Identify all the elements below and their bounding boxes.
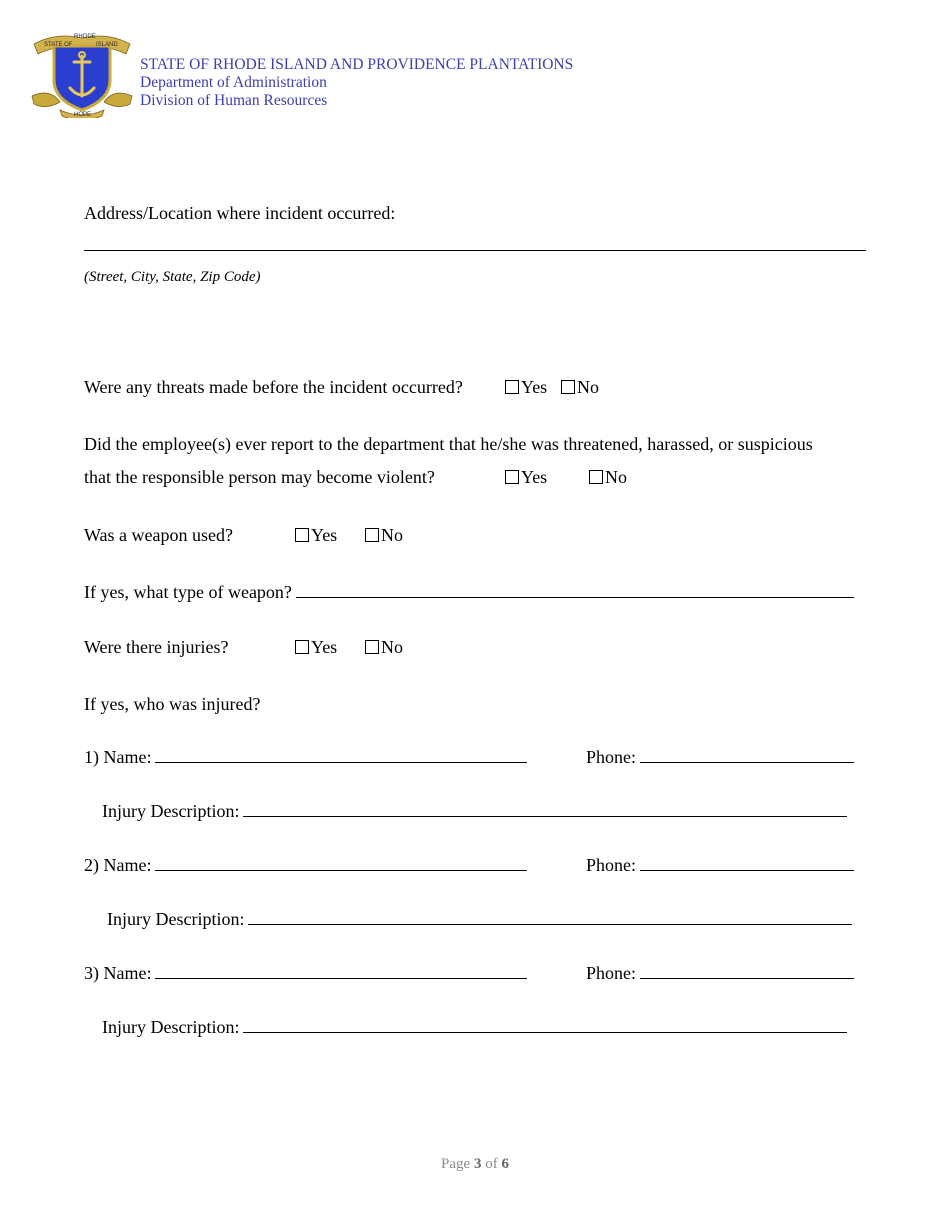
injured-1-phone-row — [586, 746, 854, 768]
injured-3-desc-input-line[interactable] — [243, 1016, 847, 1033]
weapon-yes-label: Yes — [311, 525, 338, 545]
footer-of-word: of — [485, 1156, 498, 1172]
state-seal-logo — [30, 30, 134, 118]
injured-3-desc-label: Injury Description: — [102, 1017, 240, 1037]
footer-total-pages: 6 — [501, 1156, 509, 1172]
address-label: Address/Location where incident occurred: — [84, 203, 396, 223]
injuries-yes-label: Yes — [311, 637, 338, 657]
injuries-no-label: No — [381, 637, 403, 657]
injured-3-phone-label: Phone: — [586, 963, 637, 983]
report-yes-label: Yes — [521, 467, 548, 487]
injured-2-name-input-line[interactable] — [155, 854, 527, 871]
weapon-type-label: If yes, what type of weapon? — [84, 582, 292, 602]
seal-motto: HOPE — [74, 112, 92, 118]
injured-1-phone-input-line[interactable] — [640, 746, 854, 763]
page-footer — [0, 1156, 950, 1173]
injured-3-phone-row — [586, 962, 854, 984]
injured-3-name-row — [84, 962, 527, 984]
checkbox-icon[interactable] — [295, 528, 309, 542]
header-division: Division of Human Resources — [140, 92, 328, 109]
header-state-name: STATE OF RHODE ISLAND AND PROVIDENCE PLANTATIONS — [140, 56, 574, 73]
injured-2-phone-row — [586, 854, 854, 876]
injured-1-desc-row — [102, 800, 847, 822]
threats-yes-option[interactable] — [505, 376, 547, 398]
weapon-type-row — [84, 581, 854, 603]
threats-yes-label: Yes — [521, 377, 548, 397]
injured-2-desc-input-line[interactable] — [248, 908, 852, 925]
weapon-no-option[interactable] — [365, 524, 403, 546]
checkbox-icon[interactable] — [589, 470, 603, 484]
injured-1-phone-label: Phone: — [586, 747, 637, 767]
checkbox-icon[interactable] — [365, 640, 379, 654]
checkbox-icon[interactable] — [365, 528, 379, 542]
injuries-no-option[interactable] — [365, 636, 403, 658]
footer-page-word: Page — [441, 1156, 471, 1172]
checkbox-icon[interactable] — [295, 640, 309, 654]
injuries-yes-option[interactable] — [295, 636, 337, 658]
report-question-line1: Did the employee(s) ever report to the department that he/she was threatened, harassed, or suspicious — [84, 434, 813, 454]
checkbox-icon[interactable] — [505, 470, 519, 484]
threats-question: Were any threats made before the incident occurred? — [84, 377, 463, 397]
injured-2-name-label: 2) Name: — [84, 855, 152, 875]
checkbox-icon[interactable] — [505, 380, 519, 394]
injured-1-name-input-line[interactable] — [155, 746, 527, 763]
injured-3-desc-row — [102, 1016, 847, 1038]
footer-current-page: 3 — [473, 1156, 482, 1172]
header-department: Department of Administration — [140, 74, 327, 91]
injured-1-desc-label: Injury Description: — [102, 801, 240, 821]
injured-2-phone-label: Phone: — [586, 855, 637, 875]
threats-no-label: No — [577, 377, 599, 397]
weapon-yes-option[interactable] — [295, 524, 337, 546]
address-input-line[interactable] — [84, 250, 866, 251]
injured-3-name-label: 3) Name: — [84, 963, 152, 983]
injured-2-desc-row — [107, 908, 852, 930]
report-question-line2: that the responsible person may become violent? — [84, 467, 435, 487]
injured-1-name-row — [84, 746, 527, 768]
seal-banner-top: RHODE — [74, 34, 96, 40]
injured-3-name-input-line[interactable] — [155, 962, 527, 979]
weapon-question: Was a weapon used? — [84, 525, 233, 545]
injured-who-label: If yes, who was injured? — [84, 694, 261, 714]
report-no-label: No — [605, 467, 627, 487]
address-hint: (Street, City, State, Zip Code) — [84, 269, 261, 285]
weapon-type-input-line[interactable] — [296, 581, 854, 598]
report-yes-option[interactable] — [505, 466, 547, 488]
injured-3-phone-input-line[interactable] — [640, 962, 854, 979]
injured-2-phone-input-line[interactable] — [640, 854, 854, 871]
injuries-question: Were there injuries? — [84, 637, 229, 657]
injured-1-desc-input-line[interactable] — [243, 800, 847, 817]
report-no-option[interactable] — [589, 466, 627, 488]
weapon-no-label: No — [381, 525, 403, 545]
checkbox-icon[interactable] — [561, 380, 575, 394]
seal-banner-right: ISLAND — [96, 42, 118, 48]
threats-no-option[interactable] — [561, 376, 599, 398]
injured-1-name-label: 1) Name: — [84, 747, 152, 767]
injured-2-name-row — [84, 854, 527, 876]
injured-2-desc-label: Injury Description: — [107, 909, 245, 929]
seal-banner-left: STATE OF — [44, 42, 73, 48]
